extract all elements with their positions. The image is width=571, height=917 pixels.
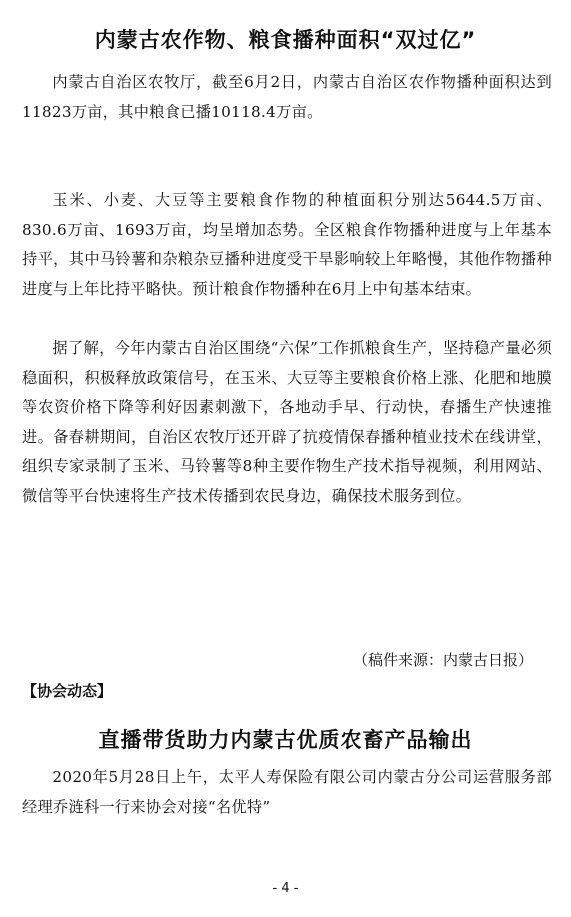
article-title: 内蒙古农作物、粮食播种面积“双过亿” [94,28,477,52]
section-tag: 【协会动态】 [22,682,113,700]
page-number: - 4 - [272,881,299,896]
article-paragraph: 内蒙古自治区农牧厅，截至6月2日，内蒙古自治区农作物播种面积达到11823万亩，其中粮食已播10118.4万亩。 [22,73,552,121]
article-source: （稿件来源：内蒙古日报） [352,651,533,669]
article-paragraph: 据了解，今年内蒙古自治区围绕“六保”工作抓粮食生产，坚持稳产量必须稳面积，积极释放政策信号，在玉米、大豆等主要粮食价格上涨、化肥和地膜等农资价格下降等利好因素刺激下，各地动手早、行动快，春播生产快速推进。备春耕期间，自治区农牧厅还开辟了抗疫情保春播种植业技术在线讲堂，组织专家录制了玉米、马铃薯等8种主要作物生产技术指导视频，利用网站、微信等平台快速将生产技术传播到农民身边，确保技术服务到位。 [22,339,552,505]
article-paragraph: 玉米、小麦、大豆等主要粮食作物的种植面积分别达5644.5万亩、830.6万亩、1693万亩，均呈增加态势。全区粮食作物播种进度与上年基本持平，其中马铃薯和杂粮杂豆播种进度受干旱影响较上年略慢，其他作物播种进度与上年比持平略快。预计粮食作物播种在6月上中旬基本结束。 [22,191,552,298]
article-paragraph: 2020年5月28日上午，太平人寿保险有限公司内蒙古分公司运营服务部经理乔涟科一行来协会对接“名优特” [22,768,552,816]
article-title: 直播带货助力内蒙古优质农畜产品输出 [98,728,473,752]
